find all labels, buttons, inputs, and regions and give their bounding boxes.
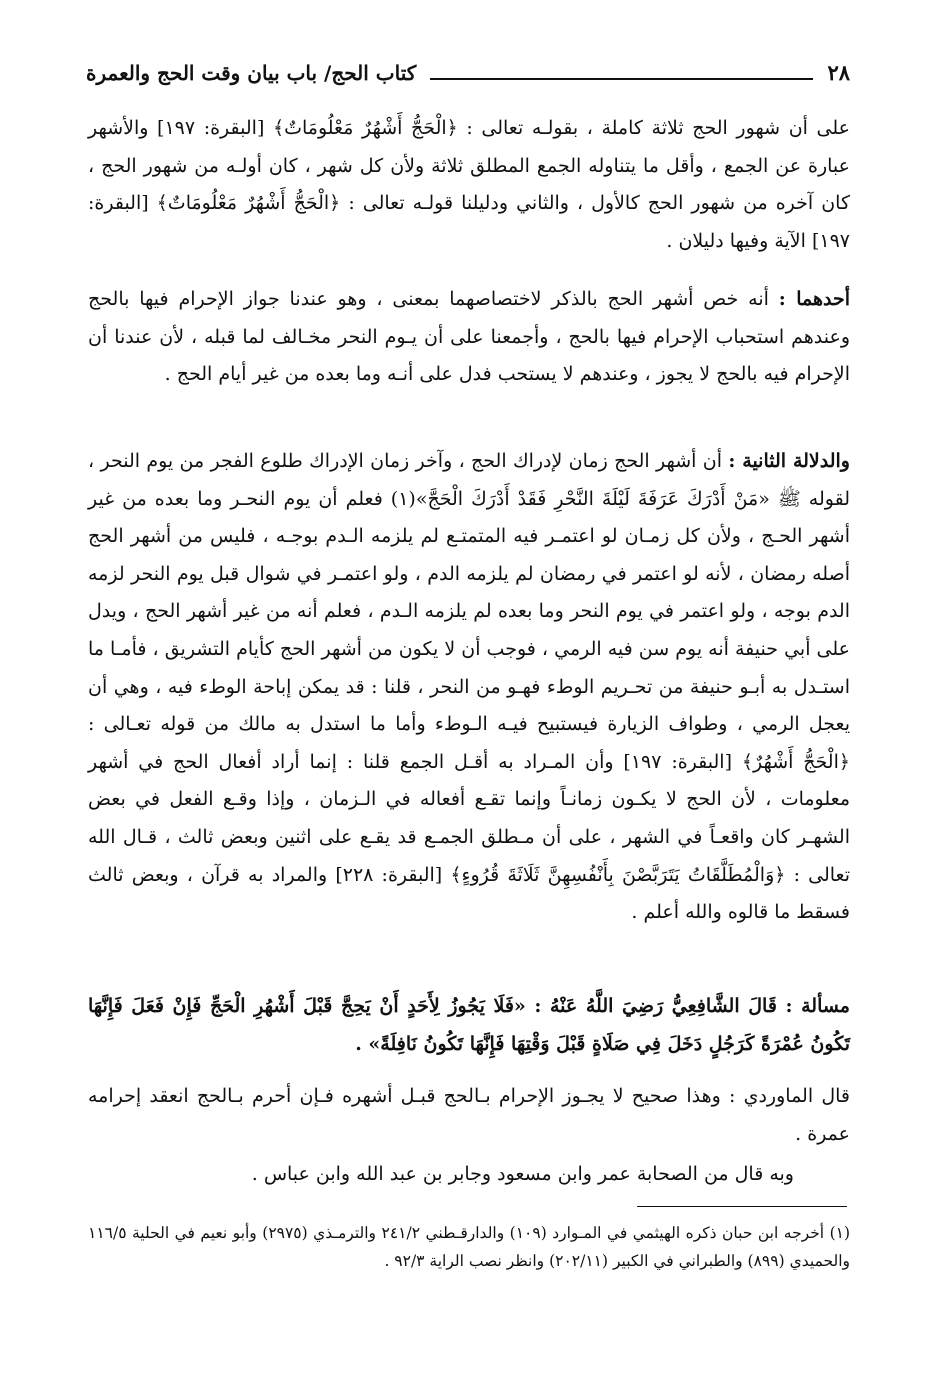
page-number: ٢٨ xyxy=(827,60,850,85)
paragraph-mawardi: قال الماوردي : وهذا صحيح لا يجـوز الإحرام بـالحج قبـل أشهره فـإن أحرم بـالحج انعقد إحرامه عمرة . xyxy=(88,1085,850,1145)
paragraph-lead: أحدهما : xyxy=(778,288,850,310)
paragraph-body: أن أشهر الحج زمان لإدراك الحج ، وآخر زمان الإدراك طلوع الفجر من يوم النحر ، لقوله ﷺ «مَنْ أَدْرَكَ عَرَفَةَ لَيْلَةَ النَّحْرِ فَقَدْ أَدْرَكَ الْحَجَّ»(١) فعلم أن يوم النحـر وما بعده من غير أشهر الحـج ، ولأن كل زمـان لو اعتمـر فيه المتمتـع لم يلزمه الـدم بوجـه ، فليس من أشهر الحج أصله رمضان ، لأنه لو اعتمر في رمضان لم يلزمه الدم ، ولو اعتمـر في شوال قبل يوم النحر لزمه الدم بوجه ، ولو اعتمر في يوم النحر وما بعده لم يلزمه الـدم ، فعلم أنه من غير أشهر الحج ، ويدل على أبي حنيفة أنه يوم سن فيه الرمي ، فوجب أن لا يكون من أشهر الحج كأيام التشريق ، فأمـا ما استـدل به أبـو حنيفة من تحـريم الوطء فهـو من النحر ، قلنا : قد يمكن إباحة الوطء فيه ، وهي أن يعجل الرمي ، وطواف الزيارة فيستبيح فيـه الـوطء وأما ما استدل به مالك من قوله تعـالى : ﴿الْحَجُّ أَشْهُرٌ﴾ [البقرة: ١٩٧] وأن المـراد به أقـل الجمع قلنا : إنما أراد أفعال الحج في أشهر معلومات ، لأن الحج لا يكـون زمانـاً وإنما تقـع أفعاله في الـزمان ، وإذا وقـع الفعل في بعض الشهـر كان واقعـاً في الشهر ، على أن مـطلق الجمـع قد يقـع على اثنين وبعض ثالث ، قـال الله تعالى : ﴿وَالْمُطَلَّقَاتُ يَتَرَبَّصْنَ بِأَنْفُسِهِنَّ ثَلَاثَةَ قُرُوءٍ﴾ [البقرة: ٢٢٨] والمراد به قرآن ، وبعض ثالث فسقط ما قالوه والله أعلم . xyxy=(88,450,851,924)
footnote: (١) أخرجه ابن حبان ذكره الهيثمي في المـوارد (١٠٩) والدارقـطني ٢٤١/٢ والترمـذي (٢٩٧٥) وأبو نعيم في الحلية ١١٦/٥ والحميدي (٨٩٩) والطبراني في الكبير (٢٠٢/١١) وانظر نصب الراية ٩٢/٣ . xyxy=(88,1224,851,1270)
paragraph-first-evidence xyxy=(88,281,850,394)
chapter-title: كتاب الحج/ باب بيان وقت الحج والعمرة xyxy=(86,61,417,85)
paragraph-companions: وبه قال من الصحابة عمر وابن مسعود وجابر بن عبد الله وابن عباس . xyxy=(251,1163,794,1185)
header-rule xyxy=(430,56,813,80)
paragraph-body: رَضِيَ اللَّهُ عَنْهُ : «فَلَا يَجُوزُ لِأَحَدٍ أَنْ يَحِجَّ قَبْلَ أَشْهُرِ الْحَجِّ فَإِنْ فَعَلَ فَإِنَّهَا تَكُونُ عُمْرَةً كَرَجُلٍ دَخَلَ فِي صَلَاةٍ قَبْلَ وَقْتِهَا فَإِنَّهَا تَكُونُ نَافِلَةً» . xyxy=(88,995,850,1055)
paragraph-lead: والدلالة الثانية : xyxy=(728,450,850,472)
footnote-separator xyxy=(637,1206,847,1207)
paragraph-body: أنه خص أشهر الحج بالذكر لاختصاصهما بمعنى ، وهو عندنا جواز الإحرام فيها بالحج وعندهم استحباب الإحرام فيها بالحج ، وأجمعنا على أن يـوم النحر مخـالف لما قبله ، لأن عندنا أن الإحرام فيه بالحج لا يجوز ، وعندهم لا يستحب فدل على أنـه وما بعده من غير أيام الحج . xyxy=(88,288,850,386)
paragraph-shafii-issue xyxy=(88,988,850,1063)
paragraph-lead: مسألة : قَالَ الشَّافِعِيُّ xyxy=(671,995,850,1017)
paragraph-intro: على أن شهور الحج ثلاثة كاملة ، بقولـه تعالى : ﴿الْحَجُّ أَشْهُرٌ مَعْلُومَاتٌ﴾ [البقرة: ١٩٧] والأشهر عبارة عن الجمع ، وأقل ما يتناوله الجمع المطلق ثلاثة ولأن كل شهر ، كان أولـه من شهور الحج ، كان آخره من شهور الحج كالأول ، والثاني ودليلنا قولـه تعالى : ﴿الْحَجُّ أَشْهُرٌ مَعْلُومَاتٌ﴾ [البقرة: ١٩٧] الآية وفيها دليلان . xyxy=(88,117,850,252)
paragraph-second-evidence xyxy=(88,443,850,932)
running-header xyxy=(86,56,850,90)
